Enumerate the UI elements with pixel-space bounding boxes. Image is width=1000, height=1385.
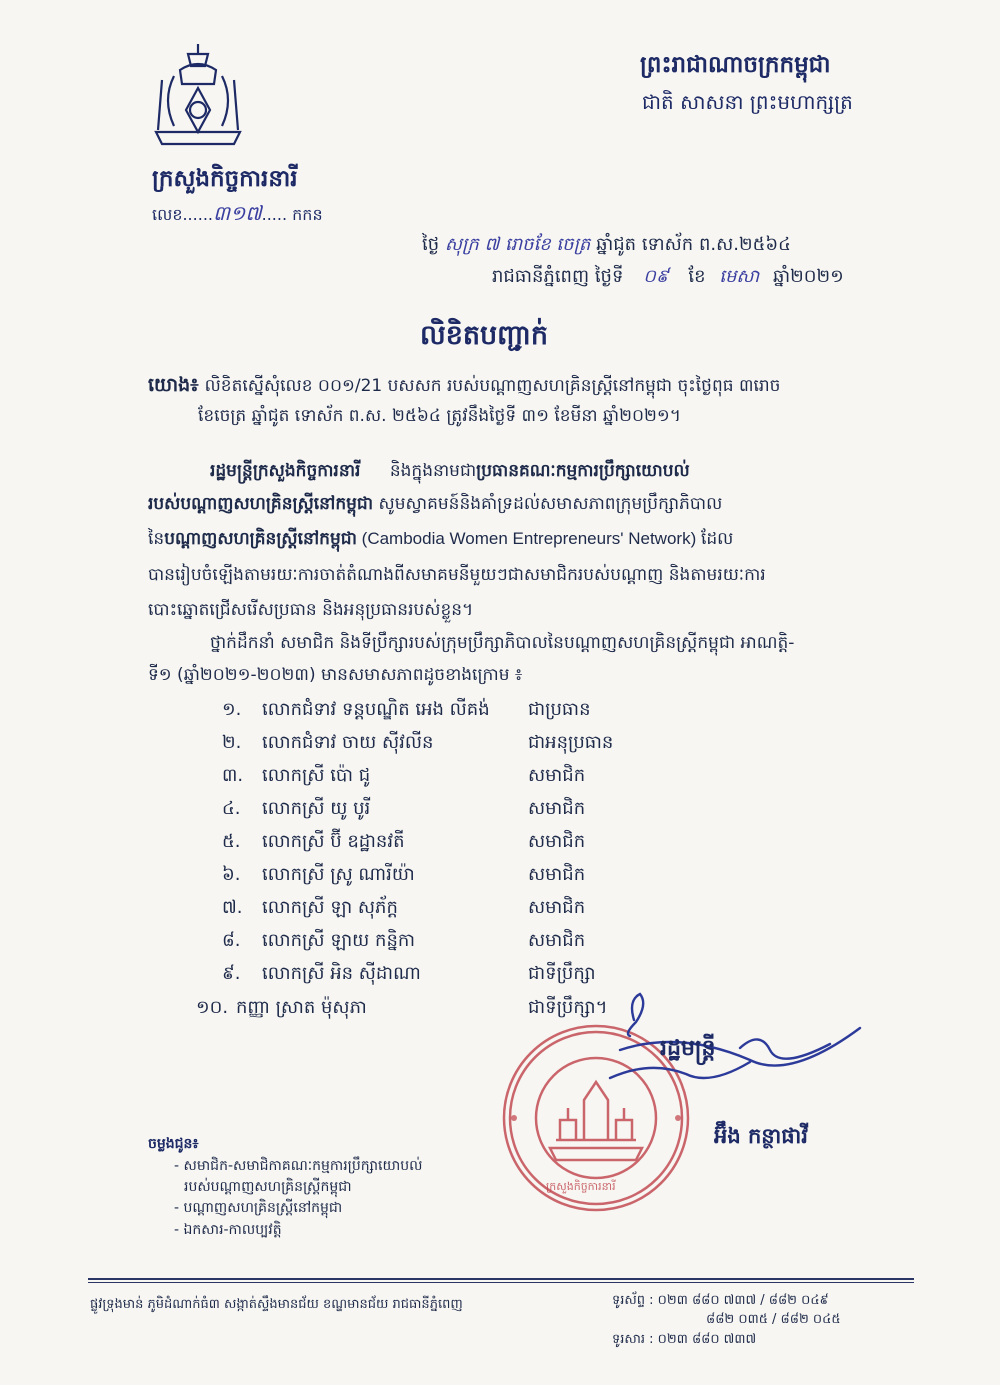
member-name: លោកស្រី ប៉ោ ជូ	[262, 765, 371, 786]
para1-line-4: បានរៀបចំឡើងតាមរយៈការចាត់តំណាងពីសមាគមនីមួយៗជាសមាជិករបស់បណ្តាញ និងតាមរយៈការ	[148, 565, 766, 585]
member-number: ៥.	[222, 831, 241, 852]
list-item	[222, 895, 662, 925]
cc-item: - បណ្តាញសហគ្រិនស្ត្រីនៅកម្ពុជា	[174, 1200, 343, 1216]
signature-scribble-icon	[590, 990, 870, 1100]
member-role: ជាទីប្រឹក្សា	[528, 963, 596, 984]
ref-number-handwritten: ៣១៧	[212, 201, 262, 225]
para1-l3-pre: នៃ	[148, 529, 165, 549]
list-item	[222, 961, 662, 991]
committee-chair: ប្រធានគណៈកម្មការប្រឹក្សាយោបល់	[476, 461, 690, 481]
cc-item-text: របស់បណ្តាញសហគ្រិនស្ត្រីកម្ពុជា	[184, 1179, 352, 1195]
member-number: ១.	[222, 699, 242, 720]
member-role: សមាជិក	[528, 831, 586, 852]
para1-line-3	[148, 528, 733, 553]
member-number: ៩.	[222, 963, 241, 984]
member-role: សមាជិក	[528, 798, 586, 819]
member-name: លោកជំទាវ ទន្តបណ្ឌិត អេង លីគង់	[262, 699, 490, 720]
para2-line-2: ទី១ (ឆ្នាំ២០២១-២០២៣) មានសមាសភាពដូចខាងក្រោម ៖	[148, 665, 523, 685]
solar-year: ឆ្នាំ២០២១	[772, 266, 844, 287]
document-title: លិខិតបញ្ជាក់	[420, 320, 549, 351]
phone-numbers-1: ០២៣ ៨៨០ ៧៣៧ / ៨៨២ ០៤៩	[657, 1293, 829, 1308]
footer-address: ផ្លូវទ្រុងមាន់ ភូមិដំណាក់ធំ៣ សង្កាត់ស្ទឹងមានជ័យ ខណ្ឌមានជ័យ រាជធានីភ្នំពេញ	[90, 1297, 463, 1312]
member-number: ៧.	[222, 897, 243, 918]
para1-l3-rest: ដែល	[700, 529, 734, 549]
signatory-title: រដ្ឋមន្ត្រី	[660, 1036, 716, 1061]
network-name-bold: របស់បណ្តាញសហគ្រិនស្ត្រីនៅកម្ពុជា	[148, 494, 374, 514]
cc-item: - សមាជិក-សមាជិកាគណៈកម្មការប្រឹក្សាយោបល់	[174, 1158, 423, 1174]
network-name-bold-2: បណ្តាញសហគ្រិនស្ត្រីនៅកម្ពុជា	[164, 529, 357, 549]
ref-suffix: ..... កកន	[261, 205, 323, 224]
member-name: លោកស្រី អិន ស៊ីដាណា	[262, 963, 421, 984]
para1-line-1	[210, 460, 690, 485]
footer-phone-2: ៨៨២ ០៣៥ / ៨៨២ ០៤៥	[706, 1312, 841, 1327]
cc-label: ចម្លងជូន៖	[148, 1136, 199, 1152]
member-number: ២.	[222, 732, 242, 753]
minister-title: រដ្ឋមន្ត្រីក្រសួងកិច្ចការនារី	[210, 461, 361, 481]
ministry-name: ក្រសួងកិច្ចការនារី	[152, 166, 298, 192]
member-name: លោកស្រី ស្រូ ណារីយ៉ា	[262, 864, 415, 885]
member-number: ១០.	[196, 997, 229, 1018]
list-item	[222, 697, 662, 727]
para1-mid: និងក្នុងនាមជា	[389, 461, 477, 481]
footer-divider-thin	[88, 1282, 914, 1283]
royal-emblem-icon	[148, 40, 248, 148]
list-item	[222, 763, 662, 793]
ref-prefix: លេខ......	[152, 205, 213, 224]
member-name: លោកស្រី យូ បូរី	[262, 798, 371, 819]
lunar-date-line	[422, 232, 791, 259]
member-name: លោកស្រី ឡា សុភ័ក្ត	[262, 897, 398, 918]
footer-divider	[88, 1278, 914, 1280]
list-item	[222, 829, 662, 859]
para1-line-5: បោះឆ្នោតជ្រើសរើសប្រធាន និងអនុប្រធានរបស់ខ្លួន។	[148, 600, 474, 620]
phone-label: ទូរស័ព្ទ :	[612, 1293, 658, 1308]
member-name: លោកស្រី ប៊ី ឧដ្ឋានវតី	[262, 831, 405, 852]
cc-item-text: បណ្តាញសហគ្រិនស្ត្រីនៅកម្ពុជា	[183, 1200, 343, 1216]
member-role: ជាអនុប្រធាន	[528, 732, 614, 753]
fax-label: ទូរសារ :	[612, 1332, 658, 1347]
list-item	[222, 796, 662, 826]
solar-date-line	[492, 264, 844, 291]
reference-text-1: លិខិតស្នើសុំលេខ ០០១/21 បសសក របស់បណ្តាញសហគ្រិនស្ត្រីនៅកម្ពុជា ចុះថ្ងៃពុធ ៣រោច	[204, 376, 781, 396]
fax-number: ០២៣ ៨៨០ ៧៣៧	[657, 1332, 757, 1347]
signatory-name: អ៊ឹង កន្ថាផាវី	[714, 1124, 808, 1148]
member-name: លោកស្រី ឡាយ កន្និកា	[262, 930, 416, 951]
member-role: ជាទីប្រឹក្សា។	[528, 997, 608, 1018]
cc-item-text: ឯកសារ-កាលប្បវត្តិ	[183, 1222, 282, 1238]
solar-month-handwritten: មេសា	[719, 266, 760, 287]
list-item	[222, 730, 662, 760]
cc-item	[184, 1177, 352, 1198]
motto: ជាតិ សាសនា ព្រះមហាក្សត្រ	[642, 90, 853, 114]
member-role: សមាជិក	[528, 765, 586, 786]
list-item	[222, 928, 662, 958]
footer-fax	[612, 1331, 756, 1350]
para1-line-2	[148, 493, 722, 518]
reference-number	[152, 200, 323, 230]
member-number: ៨.	[222, 930, 241, 951]
para2-line-1: ថ្នាក់ដឹកនាំ សមាជិក និងទីប្រឹក្សារបស់ក្រុមប្រឹក្សាភិបាលនៃបណ្តាញសហគ្រិនស្ត្រីកម្ពុជា អាណត្តិ-	[210, 633, 795, 653]
list-item	[222, 862, 662, 892]
member-role: សមាជិក	[528, 864, 586, 885]
footer-phone	[612, 1292, 829, 1311]
member-name: កញ្ញា ស្រាត ម៉ុសុភា	[236, 997, 367, 1018]
cc-item-text: សមាជិក-សមាជិកាគណៈកម្មការប្រឹក្សាយោបល់	[183, 1158, 423, 1174]
reference-line-1	[148, 373, 780, 401]
lunar-date-handwritten: សុក្រ ៧ រោចខែ ចេត្រ	[444, 234, 591, 255]
member-number: ៦.	[222, 864, 241, 885]
lunar-suffix: ឆ្នាំជូត ទោស័ក ព.ស.២៥៦៤	[596, 234, 791, 255]
solar-month-prefix: ខែ	[688, 266, 706, 287]
solar-prefix: រាជធានីភ្នំពេញ ថ្ងៃទី	[492, 266, 624, 287]
para1-l2-rest: សូមស្វាគមន៍និងគាំទ្រដល់សមាសភាពក្រុមប្រឹក្សាភិបាល	[373, 494, 723, 514]
member-name: លោកជំទាវ ចាយ ស៊ីវលីន	[262, 732, 434, 753]
reference-label: យោង៖	[148, 374, 199, 396]
lunar-prefix: ថ្ងៃ	[422, 234, 440, 255]
member-role: សមាជិក	[528, 930, 586, 951]
member-number: ៣.	[222, 765, 244, 786]
seal-text: ក្រសួងកិច្ចការនារី	[546, 1180, 616, 1193]
member-role: សមាជិក	[528, 897, 586, 918]
member-role: ជាប្រធាន	[528, 699, 591, 720]
cc-item: - ឯកសារ-កាលប្បវត្តិ	[174, 1222, 282, 1238]
network-english-name: (Cambodia Women Entrepreneurs' Network)	[356, 529, 701, 548]
reference-line-2: ខែចេត្រ ឆ្នាំជូត ទោស័ក ព.ស. ២៥៦៤ ត្រូវនឹងថ្ងៃទី ៣១ ខែមីនា ឆ្នាំ២០២១។	[198, 406, 681, 426]
kingdom-heading: ព្រះរាជាណាចក្រកម្ពុជា	[640, 52, 831, 78]
member-number: ៤.	[222, 798, 241, 819]
solar-day-handwritten: ០៩	[643, 266, 669, 287]
